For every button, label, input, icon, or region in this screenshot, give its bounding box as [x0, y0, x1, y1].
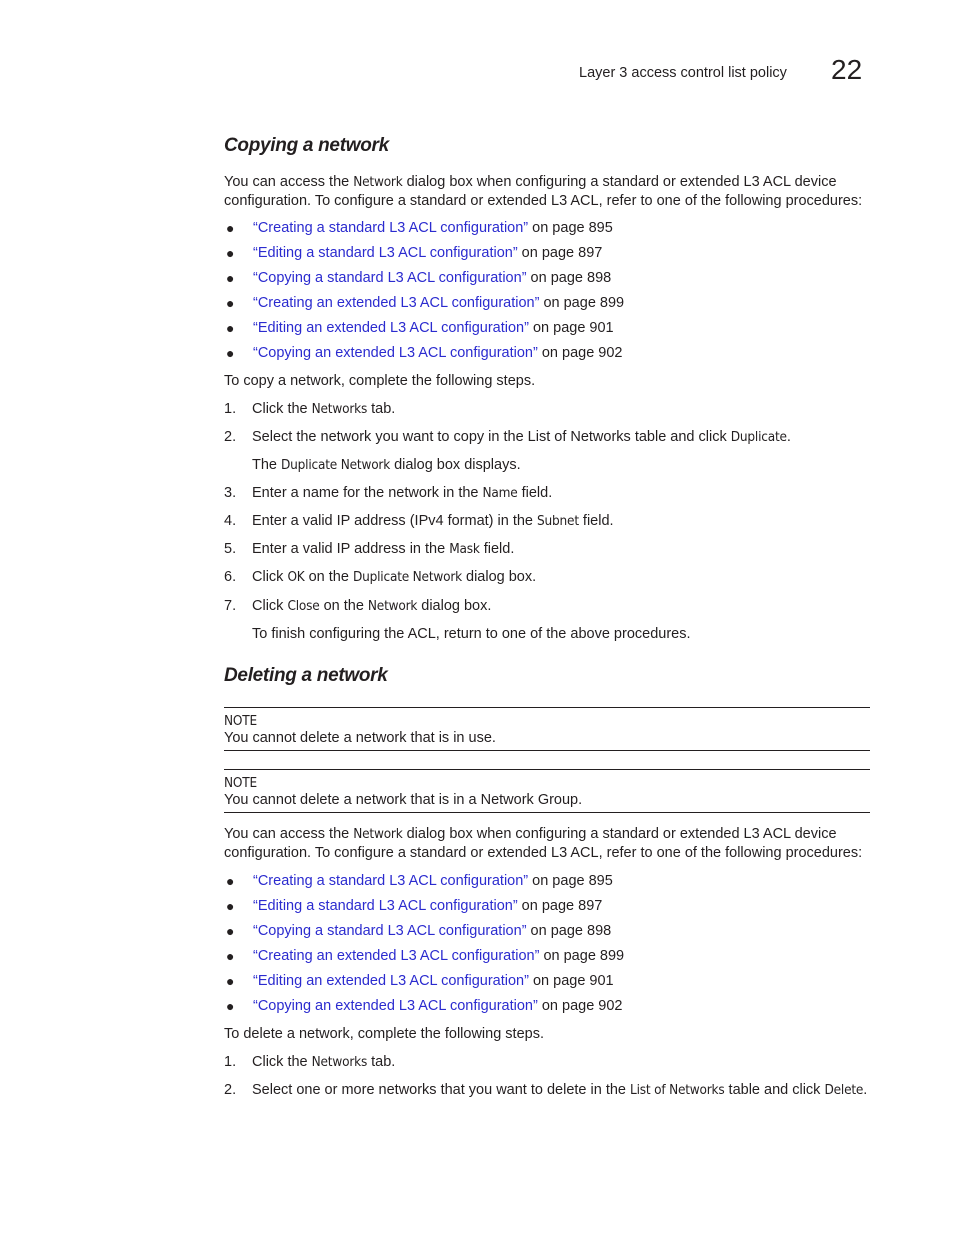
ui-term: List of Networks [630, 1082, 725, 1098]
divider [224, 750, 870, 751]
copy-procedure-links [224, 219, 624, 369]
page-ref: on page 899 [539, 295, 625, 311]
note-box [224, 707, 870, 751]
bullet-icon: ● [226, 295, 235, 311]
text: Select one or more networks that you want to delete in the [252, 1082, 631, 1098]
delete-steps [224, 1053, 874, 1100]
xref-link[interactable]: “Creating a standard L3 ACL configuration” [253, 873, 529, 889]
ui-term: Name [482, 485, 518, 501]
bullet-icon: ● [226, 873, 235, 889]
step-note: To finish configuring the ACL, return to one of the above procedures. [252, 626, 691, 642]
text: Enter a valid IP address (IPv4 format) in the [252, 513, 538, 529]
ui-term: Duplicate Network [281, 457, 391, 473]
section-heading-copying: Copying a network [224, 135, 389, 156]
text: field. [578, 513, 614, 529]
step [224, 597, 874, 625]
ui-term: Networks [311, 1054, 368, 1070]
delete-procedure-links [224, 872, 624, 1022]
text: on the [304, 569, 353, 585]
ui-term: Delete [824, 1082, 864, 1098]
text: dialog box when configuring a standard or extended L3 ACL device configuration. To configure a standard or extended L3 ACL, refer to one of the following procedures: [224, 174, 863, 209]
ui-term: Network [353, 174, 403, 190]
text: dialog box when configuring a standard or extended L3 ACL device configuration. To configure a standard or extended L3 ACL, refer to one of the following procedures: [224, 826, 863, 861]
xref-link[interactable]: “Copying a standard L3 ACL configuration” [253, 270, 527, 286]
text: You can access the [224, 174, 354, 190]
bullet-icon: ● [226, 923, 235, 939]
bullet-icon: ● [226, 320, 235, 336]
note-box [224, 769, 870, 813]
page-ref: on page 898 [526, 270, 612, 286]
xref-link[interactable]: “Editing a standard L3 ACL configuration” [253, 898, 518, 914]
xref-link[interactable]: “Copying an extended L3 ACL configuration” [253, 998, 538, 1014]
step [224, 1081, 874, 1100]
text: You can access the [224, 826, 354, 842]
text: dialog box. [461, 569, 537, 585]
ui-term: Network [353, 826, 403, 842]
xref-link[interactable]: “Copying a standard L3 ACL configuration” [253, 923, 527, 939]
delete-steps-intro: To delete a network, complete the following steps. [224, 1026, 544, 1042]
text: Select the network you want to copy in the List of Networks table and click [252, 429, 731, 445]
bullet-icon: ● [226, 998, 235, 1014]
step [224, 484, 874, 512]
step-number: 2. [224, 429, 237, 445]
text: Enter a name for the network in the [252, 485, 483, 501]
list-item [224, 972, 624, 997]
ui-term: Duplicate [730, 429, 787, 445]
divider [224, 769, 870, 770]
bullet-icon: ● [226, 898, 235, 914]
page-ref: on page 902 [537, 998, 623, 1014]
text: field. [479, 541, 515, 557]
copy-intro-paragraph [224, 173, 874, 210]
note-text: You cannot delete a network that is in use. [224, 730, 496, 746]
ui-term: Close [287, 598, 320, 614]
step [224, 400, 874, 428]
running-header-title: Layer 3 access control list policy [579, 65, 787, 81]
page-ref: on page 899 [539, 948, 625, 964]
text: table and click [724, 1082, 825, 1098]
section-heading-deleting: Deleting a network [224, 665, 388, 686]
text: Click [252, 569, 288, 585]
xref-link[interactable]: “Creating a standard L3 ACL configuration” [253, 220, 529, 236]
divider [224, 707, 870, 708]
delete-intro-paragraph [224, 825, 874, 862]
copy-steps [224, 400, 874, 653]
list-item [224, 997, 624, 1022]
bullet-icon: ● [226, 270, 235, 286]
step [224, 568, 874, 597]
xref-link[interactable]: “Copying an extended L3 ACL configuration” [253, 345, 538, 361]
text: . [863, 1082, 868, 1098]
list-item [224, 319, 624, 344]
page-ref: on page 895 [528, 873, 613, 889]
list-item [224, 294, 624, 319]
bullet-icon: ● [226, 345, 235, 361]
page-ref: on page 897 [517, 245, 603, 261]
page-ref: on page 901 [528, 973, 614, 989]
text: tab. [367, 401, 396, 417]
ui-term: Networks [311, 401, 368, 417]
list-item [224, 269, 624, 294]
list-item [224, 922, 624, 947]
step [224, 512, 874, 540]
bullet-icon: ● [226, 220, 235, 236]
text: dialog box. [417, 598, 492, 614]
xref-link[interactable]: “Editing a standard L3 ACL configuration” [253, 245, 518, 261]
step-number: 7. [224, 598, 237, 614]
page-ref: on page 895 [528, 220, 613, 236]
page-ref: on page 901 [528, 320, 614, 336]
text: . [786, 429, 791, 445]
xref-link[interactable]: “Creating an extended L3 ACL configuration” [253, 295, 540, 311]
chapter-number: 22 [831, 54, 863, 85]
step-number: 5. [224, 541, 237, 557]
divider [224, 812, 870, 813]
note-label: NOTE [224, 713, 257, 729]
note-text: You cannot delete a network that is in a Network Group. [224, 792, 583, 808]
text: The [252, 457, 282, 473]
ui-term: Mask [449, 541, 480, 557]
page-ref: on page 897 [517, 898, 603, 914]
step-number: 4. [224, 513, 237, 529]
text: tab. [367, 1054, 396, 1070]
text: dialog box displays. [390, 457, 521, 473]
text: field. [517, 485, 553, 501]
step [224, 1053, 874, 1081]
list-item [224, 244, 624, 269]
list-item [224, 219, 624, 244]
page-ref: on page 898 [526, 923, 612, 939]
xref-link[interactable]: “Editing an extended L3 ACL configuration” [253, 320, 529, 336]
list-item [224, 947, 624, 972]
text: Click the [252, 401, 312, 417]
xref-link[interactable]: “Creating an extended L3 ACL configuration” [253, 948, 540, 964]
step-number: 6. [224, 569, 237, 585]
step [224, 540, 874, 568]
ui-term: Subnet [537, 513, 579, 529]
list-item [224, 897, 624, 922]
list-item [224, 872, 624, 897]
ui-term: Network [367, 598, 418, 614]
bullet-icon: ● [226, 973, 235, 989]
page-ref: on page 902 [537, 345, 623, 361]
step-note [224, 456, 874, 484]
text: Click the [252, 1054, 312, 1070]
text: on the [319, 598, 368, 614]
step-number: 2. [224, 1082, 237, 1098]
xref-link[interactable]: “Editing an extended L3 ACL configuration” [253, 973, 529, 989]
ui-term: Duplicate Network [352, 569, 462, 585]
text: Click [252, 598, 288, 614]
bullet-icon: ● [226, 948, 235, 964]
list-item [224, 344, 624, 369]
ui-term: OK [287, 569, 305, 585]
note-label: NOTE [224, 775, 257, 791]
step-number: 3. [224, 485, 237, 501]
step-number: 1. [224, 401, 237, 417]
step-number: 1. [224, 1054, 237, 1070]
text: Enter a valid IP address in the [252, 541, 450, 557]
copy-steps-intro: To copy a network, complete the following steps. [224, 373, 536, 389]
step [224, 428, 874, 456]
bullet-icon: ● [226, 245, 235, 261]
